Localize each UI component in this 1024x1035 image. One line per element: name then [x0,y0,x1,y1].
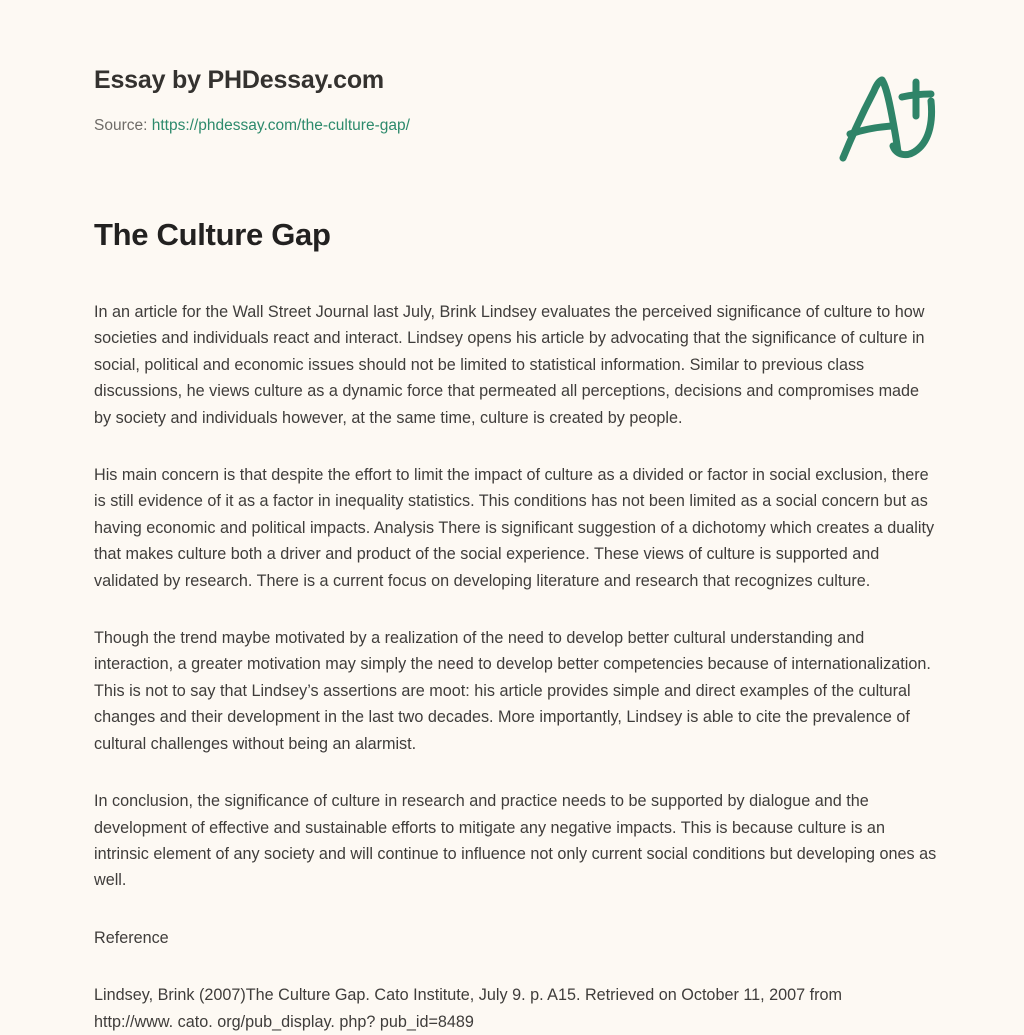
reference-heading: Reference [94,928,169,947]
page-title: The Culture Gap [94,217,331,252]
paragraph: Though the trend maybe motivated by a realization of the need to develop better cultural understanding and interaction, a greater motivation may simply the need to develop better competencies because of internationalization. This is not to say that Lindsey’s assertions are moot: his article provides simple and direct examples of the cultural changes and their development in the last two decades. More importantly, Lindsey is able to cite the prevalence of cultural challenges without being an alarmist. [94,629,931,753]
source-label: Source: [94,117,148,134]
paragraph: In conclusion, the significance of culture in research and practice needs to be supported by dialogue and the development of effective and sustainable efforts to mitigate any negative impacts. This is because culture is an intrinsic element of any society and will continue to influence not only current social conditions but developing ones as well. [94,792,937,890]
brand-title: Essay by PHDessay.com [94,66,384,94]
source-url-link[interactable]: https://phdessay.com/the-culture-gap/ [151,117,410,134]
paragraph: In an article for the Wall Street Journal last July, Brink Lindsey evaluates the perceived significance of culture to how societies and individuals react and interact. Lindsey opens his article by advocating that the significance of culture in social, political and economic issues should not be limited to statistical information. Similar to previous class discussions, he views culture as a dynamic force that permeated all perceptions, decisions and compromises made by society and individuals however, at the same time, culture is created by people. [94,303,925,427]
a-plus-logo-icon [830,70,940,166]
source-line [94,116,944,136]
article-body [94,216,939,1035]
page-header [94,64,944,174]
reference-entry: Lindsey, Brink (2007)The Culture Gap. Cato Institute, July 9. p. A15. Retrieved on October 11, 2007 from http://www. cato. org/pub_display. php? pub_id=8489 [94,986,843,1031]
paragraph: His main concern is that despite the effort to limit the impact of culture as a divided or factor in social exclusion, there is still evidence of it as a factor in inequality statistics. This conditions has not been limited as a social concern but as having economic and political impacts. Analysis There is significant suggestion of a dichotomy which creates a duality that makes culture both a driver and product of the social experience. These views of culture is supported and validated by research. There is a current focus on developing literature and research that recognizes culture. [94,466,935,590]
